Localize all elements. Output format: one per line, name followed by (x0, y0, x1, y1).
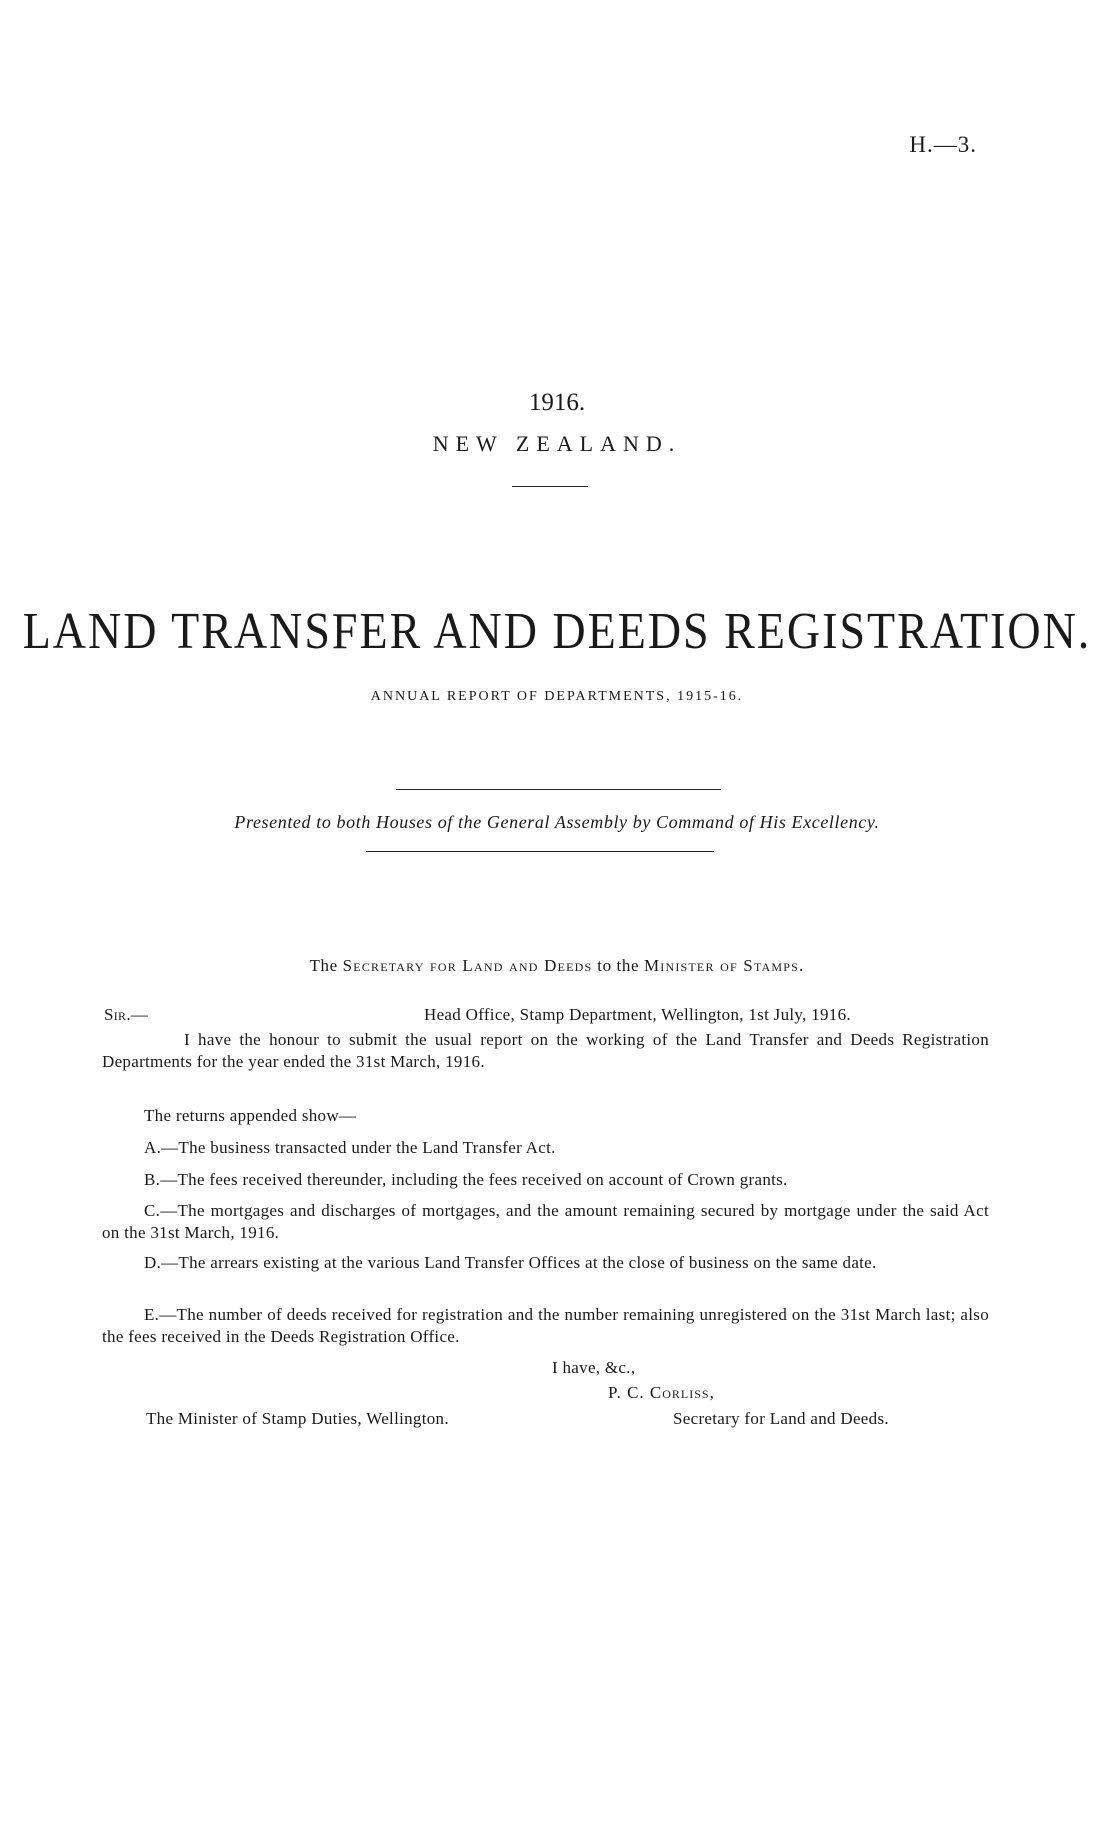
return-item-c: C.—The mortgages and discharges of mortgages, and the amount remaining secured by mortgage under the said Act on the 31st March, 1916. (102, 1201, 989, 1242)
closing-line: I have, &c., (552, 1358, 636, 1377)
return-item-a: A.—The business transacted under the Land Transfer Act. (144, 1138, 556, 1157)
divider-rule (366, 851, 714, 852)
addressee-mid: to the (597, 956, 640, 975)
addressee-pre: The (309, 956, 338, 975)
addressee-from: Secretary for Land and Deeds (342, 956, 593, 975)
addressee-to: Minister of Stamps. (643, 956, 805, 975)
letter-addressee (0, 956, 1114, 976)
report-year: 1916. (528, 389, 586, 416)
recipient-line: The Minister of Stamp Duties, Wellington. (146, 1409, 449, 1428)
opening-paragraph: I have the honour to submit the usual report on the working of the Land Transfer and Deeds Registration Departments for the year ended the 31st March, 1916. (102, 1030, 989, 1071)
signatory-title: Secretary for Land and Deeds. (673, 1409, 889, 1428)
document-subtitle: ANNUAL REPORT OF DEPARTMENTS, 1915-16. (370, 689, 744, 704)
presented-statement: Presented to both Houses of the General Assembly by Command of His Excellency. (234, 812, 880, 832)
page-reference: H.—3. (909, 132, 977, 157)
address-line: Head Office, Stamp Department, Wellington, 1st July, 1916. (424, 1005, 851, 1024)
signatory-name: P. C. Corliss, (608, 1383, 715, 1402)
divider-rule (512, 486, 588, 487)
divider-rule (396, 789, 721, 790)
return-item-b: B.—The fees received thereunder, including the fees received on account of Crown grants. (144, 1170, 788, 1189)
return-item-d: D.—The arrears existing at the various Land Transfer Offices at the close of business on the same date. (144, 1253, 877, 1272)
returns-intro: The returns appended show— (144, 1106, 357, 1125)
salutation: Sir.— (104, 1005, 149, 1024)
return-item-e: E.—The number of deeds received for registration and the number remaining unregistered on the 31st March last; also the fees received in the Deeds Registration Office. (102, 1305, 989, 1346)
country-heading: NEW ZEALAND. (432, 431, 682, 456)
document-title: LAND TRANSFER AND DEEDS REGISTRATION. (22, 602, 1092, 660)
